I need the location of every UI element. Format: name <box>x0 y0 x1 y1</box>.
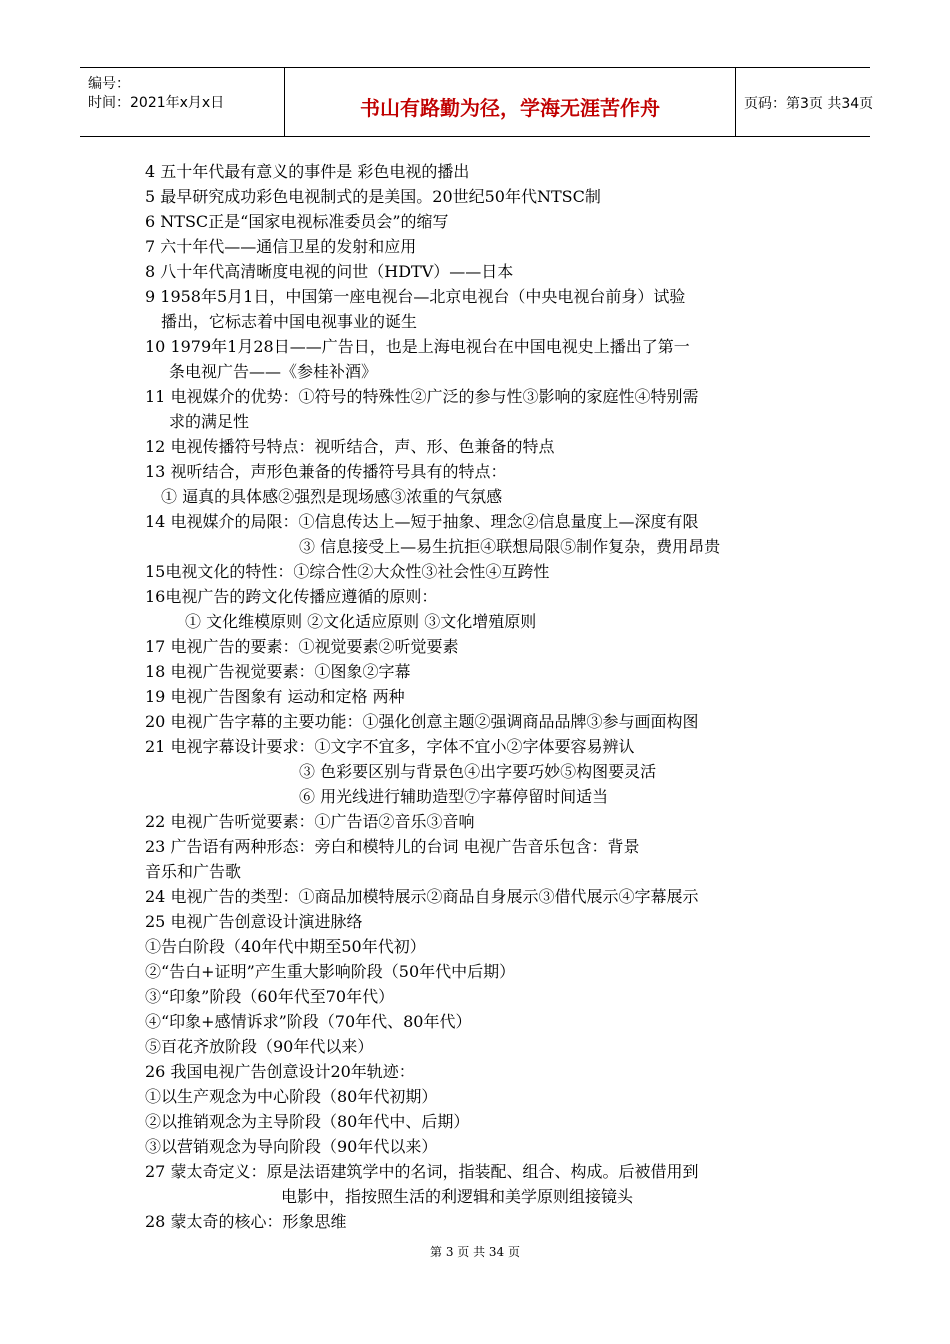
text-line: 5 最早研究成功彩色电视制式的是美国。20世纪50年代NTSC制 <box>145 187 601 206</box>
text-line: 18 电视广告视觉要素：①图象②字幕 <box>145 662 411 681</box>
text-line: ③ 信息接受上—易生抗拒④联想局限⑤制作复杂，费用昂贵 <box>299 537 721 556</box>
header-motto-cell <box>284 68 736 136</box>
text-line: 电影中，指按照生活的利逻辑和美学原则组接镜头 <box>281 1187 634 1206</box>
text-line: 15电视文化的特性：①综合性②大众性③社会性④互跨性 <box>145 562 550 581</box>
text-line: ②“告白+证明”产生重大影响阶段（50年代中后期） <box>145 962 516 981</box>
text-line: 24 电视广告的类型：①商品加模特展示②商品自身展示③借代展示④字幕展示 <box>145 887 699 906</box>
document-date-label: 时间：2021年x月x日 <box>88 95 225 111</box>
text-line: 13 视听结合，声形色兼备的传播符号具有的特点： <box>145 462 507 481</box>
text-line: ③“印象”阶段（60年代至70年代） <box>145 987 395 1006</box>
text-line: 4 五十年代最有意义的事件是 彩色电视的播出 <box>145 162 470 181</box>
text-line: 21 电视字幕设计要求：①文字不宜多，字体不宜小②字体要容易辨认 <box>145 737 635 756</box>
text-line: 音乐和广告歌 <box>145 862 242 881</box>
header-motto: 书山有路勤为径，学海无涯苦作舟 <box>360 96 660 120</box>
text-line: 17 电视广告的要素：①视觉要素②听觉要素 <box>145 637 459 656</box>
header-meta-cell <box>80 68 284 136</box>
text-line: ⑤百花齐放阶段（90年代以来） <box>145 1037 374 1056</box>
text-line: 19 电视广告图象有 运动和定格 两种 <box>145 687 405 706</box>
text-line: ① 文化维模原则 ②文化适应原则 ③文化增殖原则 <box>185 612 537 631</box>
text-line: 8 八十年代高清晰度电视的问世（HDTV）——日本 <box>145 262 514 281</box>
text-line: ①以生产观念为中心阶段（80年代初期） <box>145 1087 438 1106</box>
text-line: ③以营销观念为导向阶段（90年代以来） <box>145 1137 438 1156</box>
text-line: 28 蒙太奇的核心：形象思维 <box>145 1212 347 1231</box>
page-footer: 第 3 页 共 34 页 <box>430 1245 520 1259</box>
text-line: 10 1979年1月28日——广告日，也是上海电视台在中国电视史上播出了第一 <box>145 337 690 356</box>
header-page-cell <box>736 68 874 136</box>
text-line: 7 六十年代——通信卫星的发射和应用 <box>145 237 417 256</box>
text-line: 条电视广告——《参桂补酒》 <box>169 362 378 381</box>
text-line: 26 我国电视广告创意设计20年轨迹： <box>145 1062 415 1081</box>
text-line: 6 NTSC正是“国家电视标准委员会”的缩写 <box>145 212 449 231</box>
text-line: ⑥ 用光线进行辅助造型⑦字幕停留时间适当 <box>299 787 609 806</box>
text-line: 求的满足性 <box>169 412 250 431</box>
text-line: 12 电视传播符号特点：视听结合，声、形、色兼备的特点 <box>145 437 555 456</box>
page-header <box>80 67 874 137</box>
text-line: 播出，它标志着中国电视事业的诞生 <box>161 312 418 331</box>
text-line: 22 电视广告听觉要素：①广告语②音乐③音响 <box>145 812 475 831</box>
text-line: ②以推销观念为主导阶段（80年代中、后期） <box>145 1112 470 1131</box>
text-line: 23 广告语有两种形态：旁白和模特儿的台词 电视广告音乐包含：背景 <box>145 837 640 856</box>
text-line: 27 蒙太奇定义：原是法语建筑学中的名词，指装配、组合、构成。后被借用到 <box>145 1162 699 1181</box>
text-line: ① 逼真的具体感②强烈是现场感③浓重的气氛感 <box>161 487 503 506</box>
document-number-label: 编号： <box>88 76 130 92</box>
text-line: 16电视广告的跨文化传播应遵循的原则： <box>145 587 438 606</box>
text-line: 20 电视广告字幕的主要功能：①强化创意主题②强调商品品牌③参与画面构图 <box>145 712 699 731</box>
header-page-number: 页码：第3页 共34页 <box>744 96 874 112</box>
text-line: ④“印象+感情诉求”阶段（70年代、80年代） <box>145 1012 472 1031</box>
text-line: 25 电视广告创意设计演进脉络 <box>145 912 363 931</box>
text-line: 14 电视媒介的局限：①信息传达上—短于抽象、理念②信息量度上—深度有限 <box>145 512 699 531</box>
text-line: ①告白阶段（40年代中期至50年代初） <box>145 937 426 956</box>
text-line: 9 1958年5月1日，中国第一座电视台—北京电视台（中央电视台前身）试验 <box>145 287 686 306</box>
text-line: 11 电视媒介的优势：①符号的特殊性②广泛的参与性③影响的家庭性④特别需 <box>145 387 699 406</box>
text-line: ③ 色彩要区别与背景色④出字要巧妙⑤构图要灵活 <box>299 762 657 781</box>
